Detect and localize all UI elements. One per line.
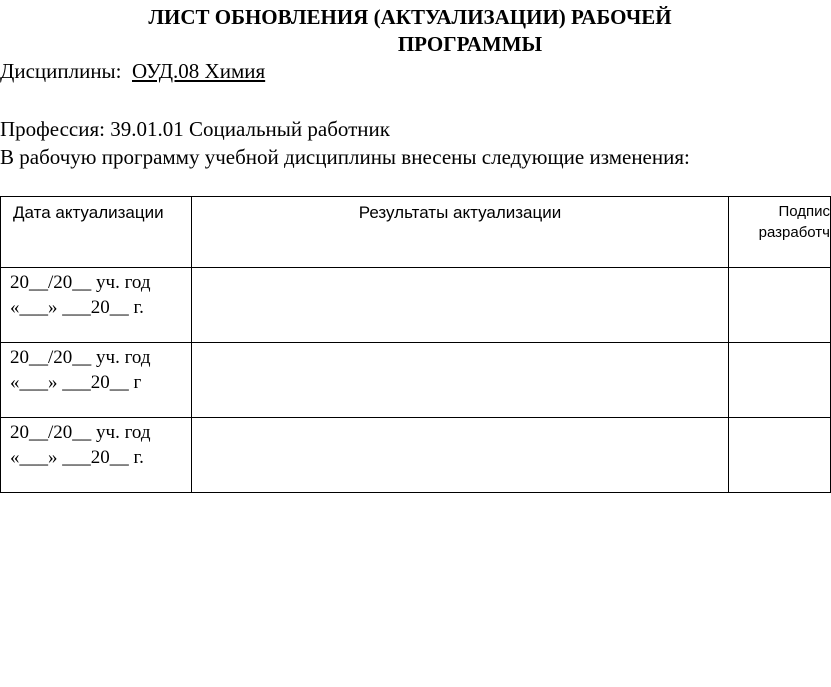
signature-cell[interactable] <box>729 343 831 418</box>
intro-line: В рабочую программу учебной дисциплины внесены следующие изменения: <box>0 145 690 169</box>
result-cell[interactable] <box>192 268 729 343</box>
date-cell[interactable] <box>1 268 192 343</box>
header-signature-line1: Подпис <box>778 203 830 220</box>
date-line: «___» ___20__ г. <box>10 447 144 468</box>
signature-cell[interactable] <box>729 268 831 343</box>
academic-year: 20__/20__ уч. год <box>10 422 151 443</box>
academic-year: 20__/20__ уч. год <box>10 347 151 368</box>
date-line: «___» ___20__ г <box>10 372 142 393</box>
result-cell[interactable] <box>192 343 729 418</box>
document-title <box>60 4 760 58</box>
date-line: «___» ___20__ г. <box>10 297 144 318</box>
header-results: Результаты актуализации <box>192 197 729 268</box>
academic-year: 20__/20__ уч. год <box>10 272 151 293</box>
header-signature-line2: разработч <box>758 224 830 241</box>
table-row <box>1 268 831 343</box>
date-cell[interactable] <box>1 343 192 418</box>
table-row <box>1 343 831 418</box>
discipline-label: Дисциплины: <box>0 59 122 83</box>
discipline-line <box>0 58 265 84</box>
title-line-2: ПРОГРАММЫ <box>397 32 543 56</box>
signature-cell[interactable] <box>729 418 831 493</box>
header-date: Дата актуализации <box>1 197 192 268</box>
title-line-1: ЛИСТ ОБНОВЛЕНИЯ (АКТУАЛИЗАЦИИ) РАБОЧЕЙ <box>148 5 672 29</box>
actualization-table <box>0 196 831 493</box>
date-cell[interactable] <box>1 418 192 493</box>
table-header-row <box>1 197 831 268</box>
discipline-value: ОУД.08 Химия <box>132 59 266 83</box>
table-row <box>1 418 831 493</box>
header-signature <box>729 197 831 268</box>
profession-line: Профессия: 39.01.01 Социальный работник <box>0 117 390 141</box>
result-cell[interactable] <box>192 418 729 493</box>
